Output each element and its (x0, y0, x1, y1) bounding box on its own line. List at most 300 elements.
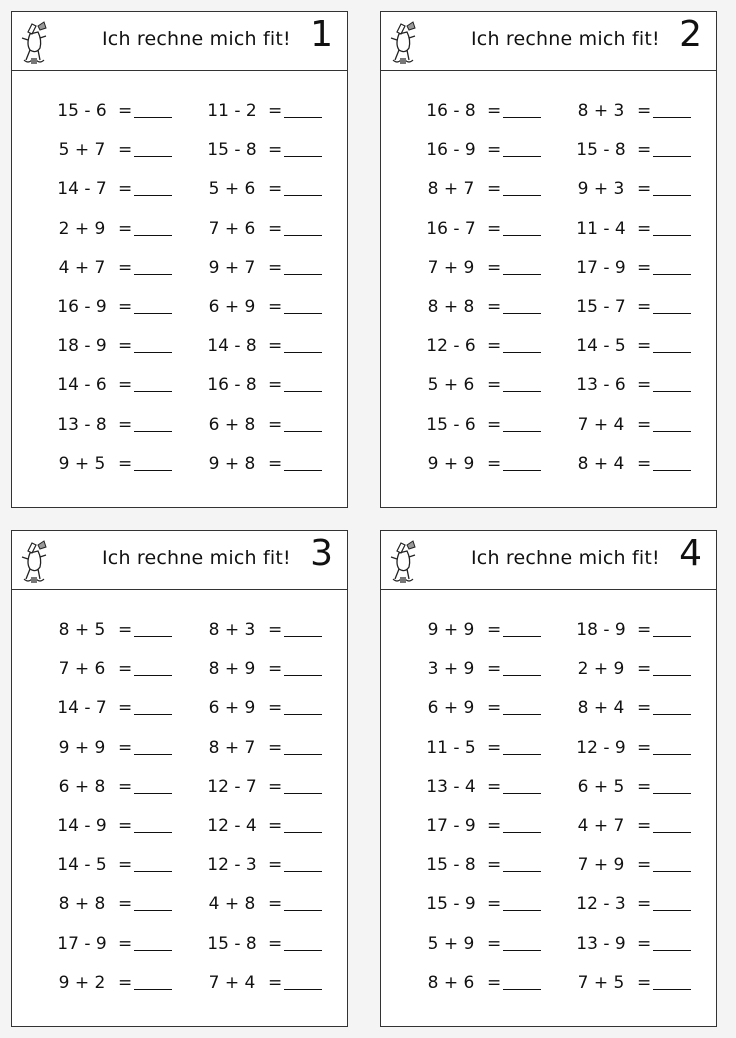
answer-blank[interactable] (653, 892, 691, 911)
problem-expression: 11 - 4 (576, 218, 626, 239)
answer-blank[interactable] (653, 736, 691, 755)
math-problem (415, 814, 541, 838)
answer-blank[interactable] (503, 696, 541, 715)
math-problem (415, 775, 541, 799)
math-problem (46, 217, 172, 241)
math-problem (196, 657, 322, 681)
problem-expression: 6 + 9 (208, 698, 256, 719)
problem-row (12, 853, 347, 892)
answer-blank[interactable] (653, 177, 691, 196)
problem-expression: 7 + 5 (577, 972, 625, 993)
answer-blank[interactable] (134, 775, 172, 794)
problem-expression: 11 - 5 (426, 737, 476, 758)
answer-blank[interactable] (653, 413, 691, 432)
problem-expression: 14 - 7 (57, 179, 107, 200)
answer-blank[interactable] (284, 618, 322, 637)
problem-row (381, 452, 716, 491)
problem-row (12, 256, 347, 295)
math-problem (415, 413, 541, 437)
equals-sign: = (268, 257, 283, 278)
answer-blank[interactable] (503, 373, 541, 392)
mascot-figure-icon (18, 18, 52, 68)
math-problem (415, 295, 541, 319)
problem-row (12, 334, 347, 373)
card-header (12, 531, 347, 590)
equals-sign: = (268, 855, 283, 876)
math-problem (196, 177, 322, 201)
problem-expression: 15 - 6 (57, 101, 107, 121)
problem-expression: 7 + 6 (208, 218, 256, 239)
equals-sign: = (118, 933, 133, 954)
answer-blank[interactable] (134, 892, 172, 911)
card-number: 4 (679, 533, 702, 574)
equals-sign: = (118, 453, 133, 474)
answer-blank[interactable] (284, 177, 322, 196)
answer-blank[interactable] (503, 853, 541, 872)
problem-expression: 14 - 5 (57, 855, 107, 876)
card-number: 3 (310, 533, 333, 574)
problem-expression: 15 - 7 (576, 296, 626, 317)
problem-expression: 16 - 8 (426, 101, 476, 121)
equals-sign: = (268, 933, 283, 954)
equals-sign: = (118, 296, 133, 317)
math-problem (46, 971, 172, 995)
math-problem (46, 657, 172, 681)
equals-sign: = (637, 894, 652, 915)
answer-blank[interactable] (503, 775, 541, 794)
problem-expression: 9 + 8 (208, 453, 256, 474)
math-problem (46, 775, 172, 799)
equals-sign: = (268, 737, 283, 758)
card-title: Ich rechne mich fit! (471, 28, 660, 50)
answer-blank[interactable] (284, 373, 322, 392)
problem-expression: 7 + 6 (58, 659, 106, 680)
answer-blank[interactable] (653, 657, 691, 676)
equals-sign: = (637, 257, 652, 278)
equals-sign: = (487, 101, 502, 121)
problem-expression: 9 + 3 (577, 179, 625, 200)
answer-blank[interactable] (134, 217, 172, 236)
answer-blank[interactable] (653, 256, 691, 275)
answer-blank[interactable] (653, 373, 691, 392)
problem-row (12, 736, 347, 775)
answer-blank[interactable] (134, 853, 172, 872)
problem-expression: 17 - 9 (426, 815, 476, 836)
card-title: Ich rechne mich fit! (102, 547, 291, 569)
math-problem (565, 618, 691, 642)
math-problem (415, 452, 541, 476)
math-problem (46, 413, 172, 437)
mascot-figure-icon (387, 18, 421, 68)
math-problem (565, 736, 691, 760)
equals-sign: = (118, 776, 133, 797)
equals-sign: = (487, 257, 502, 278)
answer-blank[interactable] (284, 217, 322, 236)
math-problem (565, 256, 691, 280)
card-header (381, 531, 716, 590)
card-number: 2 (679, 14, 702, 55)
problem-expression: 12 - 9 (576, 737, 626, 758)
equals-sign: = (487, 737, 502, 758)
card-header (381, 12, 716, 71)
equals-sign: = (118, 620, 133, 640)
problem-expression: 3 + 9 (427, 659, 475, 680)
answer-blank[interactable] (653, 452, 691, 471)
answer-blank[interactable] (284, 413, 322, 432)
answer-blank[interactable] (503, 295, 541, 314)
answer-blank[interactable] (134, 334, 172, 353)
problem-row (381, 814, 716, 853)
answer-blank[interactable] (653, 696, 691, 715)
math-problem (196, 814, 322, 838)
problem-expression: 15 - 8 (207, 933, 257, 954)
problem-row (381, 853, 716, 892)
answer-blank[interactable] (653, 618, 691, 637)
math-problem (196, 373, 322, 397)
problem-row (381, 696, 716, 735)
problem-row (12, 295, 347, 334)
equals-sign: = (637, 855, 652, 876)
answer-blank[interactable] (653, 334, 691, 353)
math-problem (565, 99, 691, 123)
answer-blank[interactable] (134, 452, 172, 471)
math-problem (415, 373, 541, 397)
math-problem (415, 177, 541, 201)
problem-row (12, 657, 347, 696)
answer-blank[interactable] (134, 657, 172, 676)
equals-sign: = (487, 620, 502, 640)
problem-expression: 6 + 5 (577, 776, 625, 797)
answer-blank[interactable] (284, 971, 322, 990)
problem-expression: 8 + 4 (577, 453, 625, 474)
answer-blank[interactable] (503, 334, 541, 353)
answer-blank[interactable] (134, 971, 172, 990)
answer-blank[interactable] (284, 736, 322, 755)
answer-blank[interactable] (653, 295, 691, 314)
problem-expression: 7 + 4 (577, 414, 625, 435)
answer-blank[interactable] (134, 618, 172, 637)
problem-expression: 6 + 8 (58, 776, 106, 797)
equals-sign: = (118, 101, 133, 121)
math-problem (565, 217, 691, 241)
answer-blank[interactable] (284, 334, 322, 353)
problem-expression: 6 + 8 (208, 414, 256, 435)
math-problem (565, 177, 691, 201)
math-problem (196, 334, 322, 358)
math-problem (46, 618, 172, 642)
math-problem (196, 138, 322, 162)
card-number: 1 (310, 14, 333, 55)
worksheet-card-4 (380, 530, 717, 1027)
math-problem (565, 853, 691, 877)
equals-sign: = (487, 336, 502, 357)
problem-expression: 11 - 2 (207, 101, 257, 121)
problem-expression: 6 + 9 (427, 698, 475, 719)
problem-row (12, 217, 347, 256)
equals-sign: = (487, 414, 502, 435)
equals-sign: = (487, 296, 502, 317)
problem-expression: 2 + 9 (58, 218, 106, 239)
problem-expression: 15 - 8 (576, 140, 626, 161)
equals-sign: = (637, 414, 652, 435)
math-problem (46, 892, 172, 916)
problem-list (12, 71, 347, 491)
math-problem (196, 892, 322, 916)
equals-sign: = (487, 776, 502, 797)
answer-blank[interactable] (134, 932, 172, 951)
equals-sign: = (118, 855, 133, 876)
problem-expression: 4 + 8 (208, 894, 256, 915)
equals-sign: = (268, 776, 283, 797)
math-problem (565, 696, 691, 720)
equals-sign: = (118, 140, 133, 161)
equals-sign: = (637, 659, 652, 680)
answer-blank[interactable] (284, 295, 322, 314)
answer-blank[interactable] (503, 177, 541, 196)
problem-expression: 7 + 9 (577, 855, 625, 876)
answer-blank[interactable] (653, 99, 691, 118)
equals-sign: = (637, 972, 652, 993)
equals-sign: = (637, 737, 652, 758)
answer-blank[interactable] (284, 932, 322, 951)
math-problem (415, 892, 541, 916)
problem-expression: 13 - 8 (57, 414, 107, 435)
answer-blank[interactable] (284, 99, 322, 118)
problem-row (381, 138, 716, 177)
equals-sign: = (118, 815, 133, 836)
problem-expression: 5 + 7 (58, 140, 106, 161)
math-problem (46, 452, 172, 476)
problem-row (381, 99, 716, 138)
equals-sign: = (637, 933, 652, 954)
math-problem (46, 295, 172, 319)
answer-blank[interactable] (134, 256, 172, 275)
mascot-figure-icon (18, 537, 52, 587)
answer-blank[interactable] (134, 413, 172, 432)
equals-sign: = (268, 698, 283, 719)
problem-expression: 15 - 8 (426, 855, 476, 876)
math-problem (415, 696, 541, 720)
math-problem (565, 932, 691, 956)
problem-expression: 12 - 4 (207, 815, 257, 836)
answer-blank[interactable] (284, 657, 322, 676)
answer-blank[interactable] (503, 452, 541, 471)
answer-blank[interactable] (503, 971, 541, 990)
equals-sign: = (637, 698, 652, 719)
answer-blank[interactable] (134, 295, 172, 314)
equals-sign: = (487, 855, 502, 876)
problem-expression: 8 + 5 (58, 620, 106, 640)
equals-sign: = (118, 698, 133, 719)
equals-sign: = (118, 257, 133, 278)
problem-row (381, 736, 716, 775)
math-problem (415, 256, 541, 280)
math-problem (196, 775, 322, 799)
math-problem (565, 138, 691, 162)
answer-blank[interactable] (284, 814, 322, 833)
problem-expression: 15 - 9 (426, 894, 476, 915)
answer-blank[interactable] (284, 256, 322, 275)
answer-blank[interactable] (653, 932, 691, 951)
problem-expression: 18 - 9 (576, 620, 626, 640)
answer-blank[interactable] (653, 814, 691, 833)
equals-sign: = (268, 894, 283, 915)
math-problem (46, 853, 172, 877)
answer-blank[interactable] (503, 413, 541, 432)
math-problem (196, 256, 322, 280)
problem-expression: 13 - 6 (576, 375, 626, 396)
equals-sign: = (118, 894, 133, 915)
problem-expression: 8 + 8 (427, 296, 475, 317)
problem-row (381, 256, 716, 295)
answer-blank[interactable] (134, 373, 172, 392)
math-problem (565, 334, 691, 358)
equals-sign: = (487, 659, 502, 680)
math-problem (565, 775, 691, 799)
equals-sign: = (487, 815, 502, 836)
math-problem (46, 99, 172, 123)
answer-blank[interactable] (653, 853, 691, 872)
answer-blank[interactable] (503, 892, 541, 911)
math-problem (565, 413, 691, 437)
equals-sign: = (637, 453, 652, 474)
equals-sign: = (268, 296, 283, 317)
problem-expression: 16 - 7 (426, 218, 476, 239)
problem-expression: 7 + 9 (427, 257, 475, 278)
answer-blank[interactable] (134, 814, 172, 833)
problem-expression: 9 + 9 (58, 737, 106, 758)
answer-blank[interactable] (653, 217, 691, 236)
equals-sign: = (118, 414, 133, 435)
problem-expression: 6 + 9 (208, 296, 256, 317)
answer-blank[interactable] (503, 99, 541, 118)
problem-row (12, 177, 347, 216)
answer-blank[interactable] (284, 452, 322, 471)
equals-sign: = (118, 218, 133, 239)
answer-blank[interactable] (134, 696, 172, 715)
problem-expression: 4 + 7 (58, 257, 106, 278)
equals-sign: = (268, 453, 283, 474)
problem-row (381, 373, 716, 412)
answer-blank[interactable] (503, 657, 541, 676)
math-problem (565, 295, 691, 319)
problem-expression: 16 - 8 (207, 375, 257, 396)
answer-blank[interactable] (284, 696, 322, 715)
equals-sign: = (268, 815, 283, 836)
problem-expression: 2 + 9 (577, 659, 625, 680)
problem-expression: 9 + 2 (58, 972, 106, 993)
problem-expression: 8 + 3 (208, 620, 256, 640)
equals-sign: = (268, 140, 283, 161)
problem-expression: 5 + 9 (427, 933, 475, 954)
problem-row (12, 932, 347, 971)
answer-blank[interactable] (653, 971, 691, 990)
math-problem (46, 373, 172, 397)
problem-row (381, 618, 716, 657)
answer-blank[interactable] (653, 138, 691, 157)
problem-expression: 14 - 5 (576, 336, 626, 357)
answer-blank[interactable] (134, 138, 172, 157)
equals-sign: = (637, 375, 652, 396)
problem-expression: 7 + 4 (208, 972, 256, 993)
math-problem (415, 736, 541, 760)
problem-expression: 12 - 3 (576, 894, 626, 915)
problem-row (381, 413, 716, 452)
mascot-figure-icon (387, 537, 421, 587)
equals-sign: = (637, 815, 652, 836)
math-problem (565, 657, 691, 681)
answer-blank[interactable] (284, 853, 322, 872)
math-problem (415, 853, 541, 877)
answer-blank[interactable] (134, 177, 172, 196)
answer-blank[interactable] (134, 99, 172, 118)
answer-blank[interactable] (503, 256, 541, 275)
answer-blank[interactable] (284, 138, 322, 157)
answer-blank[interactable] (503, 932, 541, 951)
equals-sign: = (118, 659, 133, 680)
math-problem (196, 971, 322, 995)
answer-blank[interactable] (284, 775, 322, 794)
answer-blank[interactable] (134, 736, 172, 755)
problem-expression: 15 - 8 (207, 140, 257, 161)
problem-expression: 14 - 9 (57, 815, 107, 836)
answer-blank[interactable] (284, 892, 322, 911)
problem-expression: 12 - 7 (207, 776, 257, 797)
problem-expression: 8 + 9 (208, 659, 256, 680)
equals-sign: = (268, 659, 283, 680)
equals-sign: = (637, 179, 652, 200)
answer-blank[interactable] (503, 814, 541, 833)
problem-row (12, 99, 347, 138)
answer-blank[interactable] (653, 775, 691, 794)
equals-sign: = (487, 933, 502, 954)
math-problem (46, 696, 172, 720)
math-problem (196, 853, 322, 877)
math-problem (415, 657, 541, 681)
answer-blank[interactable] (503, 736, 541, 755)
answer-blank[interactable] (503, 618, 541, 637)
answer-blank[interactable] (503, 138, 541, 157)
problem-expression: 12 - 3 (207, 855, 257, 876)
problem-expression: 14 - 8 (207, 336, 257, 357)
math-problem (46, 177, 172, 201)
problem-expression: 13 - 9 (576, 933, 626, 954)
problem-expression: 14 - 6 (57, 375, 107, 396)
problem-row (381, 295, 716, 334)
math-problem (565, 814, 691, 838)
math-problem (196, 413, 322, 437)
problem-expression: 15 - 6 (426, 414, 476, 435)
answer-blank[interactable] (503, 217, 541, 236)
math-problem (46, 932, 172, 956)
equals-sign: = (487, 179, 502, 200)
card-header (12, 12, 347, 71)
problem-expression: 8 + 4 (577, 698, 625, 719)
problem-expression: 8 + 8 (58, 894, 106, 915)
problem-expression: 17 - 9 (57, 933, 107, 954)
equals-sign: = (637, 140, 652, 161)
equals-sign: = (268, 218, 283, 239)
equals-sign: = (487, 972, 502, 993)
problem-expression: 8 + 7 (427, 179, 475, 200)
equals-sign: = (637, 336, 652, 357)
equals-sign: = (118, 375, 133, 396)
math-problem (565, 892, 691, 916)
equals-sign: = (268, 414, 283, 435)
equals-sign: = (487, 698, 502, 719)
math-problem (565, 971, 691, 995)
equals-sign: = (637, 218, 652, 239)
